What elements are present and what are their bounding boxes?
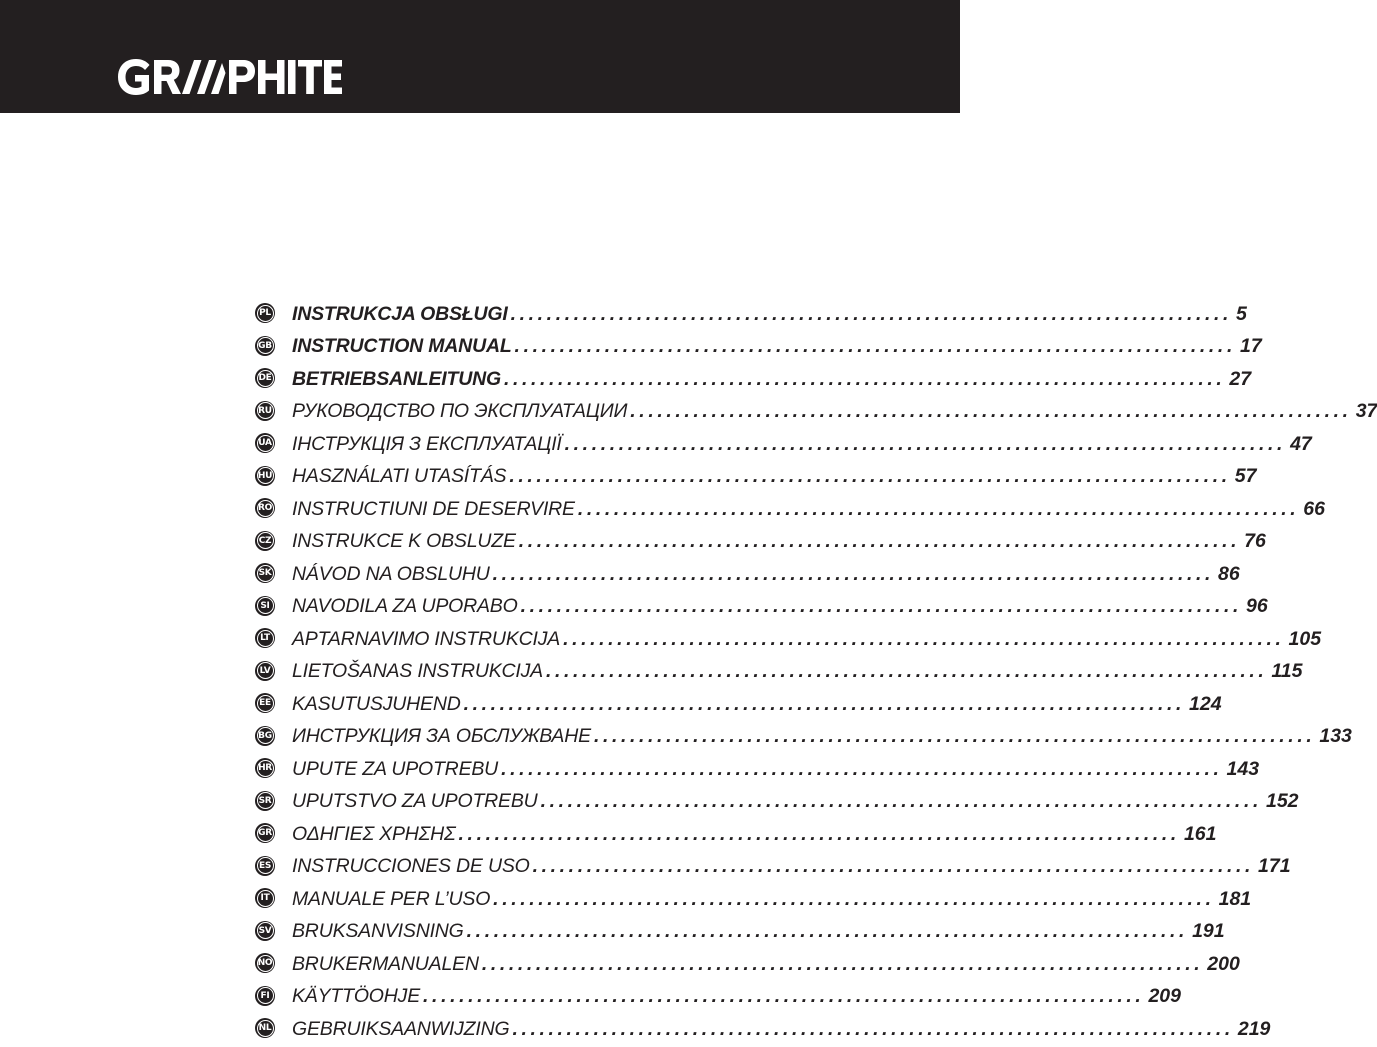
- language-code: SV: [258, 925, 272, 936]
- page-number: 191: [1192, 920, 1225, 942]
- language-code: HR: [258, 763, 272, 773]
- dot-leader: ................................................................................: [577, 497, 1300, 520]
- language-code-badge: [255, 563, 275, 583]
- page-number: 27: [1229, 367, 1252, 390]
- language-code: ES: [258, 860, 272, 871]
- page-number: 171: [1258, 855, 1291, 877]
- dot-leader: ................................................................................: [512, 1017, 1234, 1040]
- language-code: SR: [258, 795, 272, 806]
- toc-entry: [255, 528, 1266, 560]
- manual-title: INSTRUKCJA OBSŁUGI: [292, 302, 508, 325]
- page-number: 200: [1207, 952, 1240, 975]
- language-code-badge: [255, 303, 275, 323]
- toc-entry: [255, 560, 1240, 592]
- page-number: 37: [1355, 400, 1377, 422]
- manual-title: BRUKERMANUALEN: [292, 952, 479, 975]
- toc-entry-line: [292, 820, 1217, 848]
- page-number: 96: [1246, 595, 1268, 617]
- toc-entry: [255, 950, 1240, 982]
- page-number: 161: [1183, 822, 1217, 845]
- language-code: CZ: [258, 535, 272, 546]
- page-number: 133: [1319, 725, 1352, 747]
- toc-entry-line: [292, 625, 1322, 653]
- toc-entry: [255, 625, 1322, 657]
- dot-leader: ................................................................................: [493, 887, 1215, 910]
- dot-leader: ................................................................................: [509, 465, 1231, 487]
- language-code-badge: [255, 531, 275, 551]
- page-number: 124: [1189, 692, 1222, 715]
- language-code-badge: [255, 466, 275, 486]
- toc-entry-line: [292, 788, 1299, 816]
- language-code: PL: [259, 308, 271, 318]
- language-code-badge: [255, 596, 275, 616]
- toc-entry: [255, 300, 1247, 332]
- page-number: 143: [1226, 757, 1260, 780]
- dot-leader: ................................................................................: [563, 627, 1285, 650]
- page-number: 105: [1288, 627, 1322, 650]
- dot-leader: ................................................................................: [593, 725, 1316, 747]
- language-code-badge: [255, 791, 275, 811]
- manual-title: KASUTUSJUHEND: [292, 692, 461, 715]
- language-code-badge: [255, 856, 275, 876]
- toc-entry: [255, 333, 1262, 365]
- page-number: 66: [1303, 497, 1325, 520]
- page-number: 17: [1239, 335, 1262, 357]
- toc-entry: [255, 820, 1217, 852]
- dot-leader: ................................................................................: [514, 335, 1236, 357]
- manual-title: GEBRUIKSAANWIJZING: [292, 1017, 510, 1040]
- toc-entry-line: [292, 365, 1252, 393]
- language-code-badge: [255, 336, 275, 356]
- language-code: RU: [258, 405, 272, 416]
- language-code: EE: [259, 698, 271, 708]
- manual-title: HASZNÁLATI UTASÍTÁS: [292, 465, 507, 487]
- toc-entry-line: [292, 853, 1291, 881]
- toc-entry: [255, 983, 1181, 1015]
- manual-title: INSTRUCCIONES DE USO: [292, 855, 530, 877]
- dot-leader: ................................................................................: [518, 530, 1241, 552]
- language-code-badge: [255, 888, 275, 908]
- toc-entry-line: [292, 690, 1222, 718]
- manual-title: BETRIEBSANLEITUNG: [292, 367, 501, 390]
- toc-entry: [255, 1015, 1271, 1047]
- toc-entry: [255, 658, 1303, 690]
- toc-entry-line: [292, 300, 1247, 328]
- toc-entry: [255, 365, 1252, 397]
- dot-leader: ................................................................................: [466, 920, 1189, 942]
- dot-leader: ................................................................................: [463, 692, 1186, 715]
- dot-leader: ................................................................................: [458, 822, 1180, 845]
- manual-title: BRUKSANVISNING: [292, 920, 464, 942]
- toc-entry-line: [292, 528, 1266, 556]
- language-code-badge: [255, 823, 275, 843]
- manual-title: MANUALE PER L’USO: [292, 887, 491, 910]
- manual-title: INSTRUCTION MANUAL: [292, 335, 512, 357]
- toc-entry-line: [292, 983, 1181, 1011]
- toc-entry-line: [292, 430, 1312, 458]
- language-code: RO: [258, 503, 272, 513]
- dot-leader: ................................................................................: [423, 985, 1145, 1007]
- toc-entry-line: [292, 1015, 1271, 1043]
- page-number: 209: [1148, 985, 1181, 1007]
- page-number: 76: [1244, 530, 1266, 552]
- toc-entry: [255, 690, 1222, 722]
- language-code: LV: [259, 665, 271, 676]
- language-code-badge: [255, 921, 275, 941]
- page-number: 86: [1218, 562, 1240, 585]
- toc-entry: [255, 755, 1260, 787]
- language-code-badge: [255, 953, 275, 973]
- language-code: GR: [258, 828, 272, 838]
- language-code: HU: [257, 470, 273, 481]
- language-code-badge: [255, 628, 275, 648]
- toc-entry: [255, 885, 1252, 917]
- language-code-badge: [255, 726, 275, 746]
- toc-entry-line: [292, 593, 1268, 621]
- language-code-badge: [255, 758, 275, 778]
- toc-entry: [255, 723, 1352, 755]
- page-number: 47: [1290, 432, 1312, 455]
- page-number: 181: [1218, 887, 1252, 910]
- language-code: SK: [258, 568, 272, 578]
- dot-leader: ................................................................................: [520, 595, 1242, 617]
- dot-leader: ................................................................................: [501, 757, 1223, 780]
- manual-title: INSTRUCTIUNI DE DESERVIRE: [292, 497, 575, 520]
- toc-entry: [255, 430, 1312, 462]
- language-code-badge: [255, 401, 275, 421]
- manual-title: NAVODILA ZA UPORABO: [292, 595, 518, 617]
- language-code: UA: [258, 438, 272, 448]
- manual-title: INSTRUKCE K OBSLUZE: [292, 530, 516, 552]
- dot-leader: ................................................................................: [540, 790, 1262, 812]
- toc-entry: [255, 593, 1268, 625]
- dot-leader: ................................................................................: [532, 855, 1255, 877]
- language-code-badge: [255, 368, 275, 388]
- language-code: NL: [258, 1023, 272, 1033]
- manual-title: UPUTSTVO ZA UPOTREBU: [292, 790, 538, 812]
- toc-entry-line: [292, 723, 1352, 751]
- language-code: SI: [260, 600, 270, 611]
- manual-title: ИНСТРУКЦИЯ ЗА ОБСЛУЖВАНЕ: [292, 725, 591, 747]
- dot-leader: ................................................................................: [630, 400, 1352, 422]
- manual-title: APTARNAVIMO INSTRUKCIJA: [292, 627, 561, 650]
- language-code: BG: [258, 730, 272, 741]
- dot-leader: ................................................................................: [564, 432, 1287, 455]
- manual-title: РУКОВОДСТВО ПО ЭКСПЛУАТАЦИИ: [292, 400, 628, 422]
- toc-entry: [255, 788, 1299, 820]
- toc-entry-line: [292, 918, 1225, 946]
- toc-entry-line: [292, 463, 1257, 491]
- toc-entry-line: [292, 398, 1377, 426]
- toc-entry-line: [292, 950, 1240, 978]
- toc-entry-line: [292, 755, 1260, 783]
- language-code-badge: [255, 1018, 275, 1038]
- manual-title: NÁVOD NA OBSLUHU: [292, 562, 490, 585]
- dot-leader: ................................................................................: [492, 562, 1215, 585]
- dot-leader: ................................................................................: [481, 952, 1204, 975]
- toc-entry-line: [292, 560, 1240, 588]
- language-code: IT: [260, 893, 270, 903]
- language-code-badge: [255, 693, 275, 713]
- language-code-badge: [255, 986, 275, 1006]
- manual-title: LIETOŠANAS INSTRUKCIJA: [292, 660, 543, 682]
- dot-leader: ................................................................................: [503, 367, 1226, 390]
- language-code: FI: [260, 990, 270, 1001]
- toc-entry: [255, 495, 1325, 527]
- language-code-badge: [255, 498, 275, 518]
- toc-entry-line: [292, 885, 1252, 913]
- language-code-badge: [255, 433, 275, 453]
- language-code: NO: [257, 958, 273, 968]
- page-number: 115: [1271, 660, 1303, 682]
- toc-entry: [255, 463, 1257, 495]
- manual-title: UPUTE ZA UPOTREBU: [292, 757, 499, 780]
- toc-entry-line: [292, 333, 1262, 361]
- manual-title: ІНСТРУКЦІЯ З ЕКСПЛУАТАЦІЇ: [292, 432, 562, 455]
- language-code: GB: [258, 340, 272, 351]
- page-number: 152: [1265, 790, 1299, 812]
- toc-entry: [255, 398, 1377, 430]
- language-code-badge: [255, 661, 275, 681]
- page-number: 57: [1234, 465, 1257, 487]
- page-number: 219: [1237, 1017, 1271, 1040]
- toc-entry-line: [292, 495, 1325, 523]
- language-code: LT: [260, 633, 270, 643]
- manual-title: KÄYTTÖOHJE: [292, 985, 421, 1007]
- manual-title: ΟΔΗΓΙΕΣ ΧΡΗΣΗΣ: [292, 822, 456, 845]
- dot-leader: ................................................................................: [545, 660, 1268, 682]
- page-number: 5: [1236, 302, 1247, 325]
- dot-leader: ................................................................................: [510, 302, 1233, 325]
- language-code: DE: [258, 373, 272, 383]
- toc-entry: [255, 853, 1291, 885]
- toc-entry-line: [292, 658, 1303, 686]
- toc-entry: [255, 918, 1225, 950]
